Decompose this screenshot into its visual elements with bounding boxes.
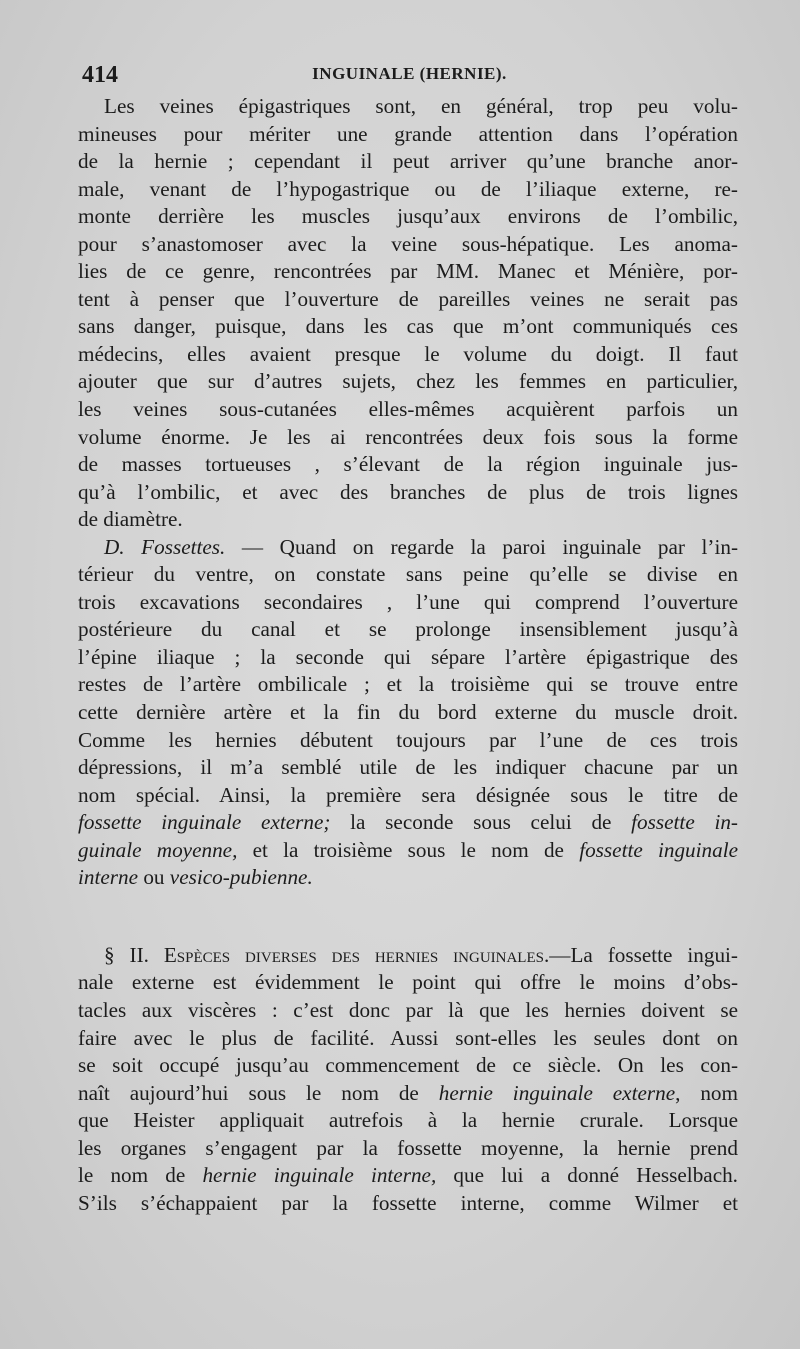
italic-term: hernie inguinale interne,: [202, 1163, 437, 1188]
text-line: térieur du ventre, on constate sans peine qu’elle se divise en: [78, 562, 738, 587]
text-line: sans danger, puisque, dans les cas que m’ont communiqués ces: [78, 314, 738, 339]
text-run: —La fossette ingui-: [549, 942, 738, 967]
paragraph-fossettes: [78, 534, 738, 892]
text-line: de masses tortueuses , s’élevant de la région inguinale jus-: [78, 452, 738, 477]
text-line: Comme les hernies débutent toujours par l’une de ces trois: [78, 727, 738, 752]
text-line: de diamètre.: [78, 507, 183, 532]
text-line: nale externe est évidemment le point qui offre le moins d’obs-: [78, 970, 738, 995]
text-line: trois excavations secondaires , l’une qui comprend l’ouverture: [78, 589, 738, 614]
text-line: les veines sous-cutanées elles-mêmes acquièrent parfois un: [78, 397, 738, 422]
text-line: pour s’anastomoser avec la veine sous-hépatique. Les anoma-: [78, 231, 738, 256]
text-line: [78, 864, 738, 892]
italic-term: fossette in-: [631, 810, 738, 835]
text-line: Les veines épigastriques sont, en général, trop peu volu-: [104, 94, 738, 118]
text-line: tent à penser que l’ouverture de pareilles veines ne serait pas: [78, 286, 738, 311]
text-line: ajouter que sur d’autres sujets, chez les femmes en particulier,: [78, 369, 738, 394]
section-gap: [78, 892, 738, 942]
text-line: faire avec le plus de facilité. Aussi sont-elles les seules dont on: [78, 1025, 738, 1050]
text-line: mineuses pour mériter une grande attention dans l’opération: [78, 121, 738, 146]
text-run: , nom: [675, 1080, 738, 1105]
text-line: cette dernière artère et la fin du bord externe du muscle droit.: [78, 700, 738, 725]
text-line: dépressions, il m’a semblé utile de les indiquer chacune par un: [78, 755, 738, 780]
text-line: l’épine iliaque ; la seconde qui sépare l’artère épigastrique des: [78, 644, 738, 669]
text-line: tacles aux viscères : c’est donc par là que les hernies doivent se: [78, 997, 738, 1022]
text-run: naît aujourd’hui sous le nom de: [78, 1080, 439, 1105]
text-line: [78, 1162, 738, 1190]
italic-term: fossette inguinale: [579, 837, 738, 862]
text-line: postérieure du canal et se prolonge insensiblement jusqu’à: [78, 617, 738, 642]
italic-term: fossette inguinale externe;: [78, 810, 331, 835]
text-line: que Heister appliquait autrefois à la hernie crurale. Lorsque: [78, 1108, 738, 1133]
text-run: le nom de: [78, 1163, 203, 1188]
section-title: Espèces diverses des hernies inguinales.: [163, 942, 550, 967]
italic-term: hernie inguinale externe: [438, 1080, 676, 1105]
text-line: monte derrière les muscles jusqu’aux environs de l’ombilic,: [78, 204, 738, 229]
page-header: [82, 62, 737, 92]
text-run: ou: [138, 865, 170, 890]
paragraph-species-of-hernias: [78, 942, 738, 1217]
italic-term: guinale moyenne,: [78, 837, 238, 862]
text-run: — Quand on regarde la paroi inguinale par l’in-: [225, 534, 739, 559]
italic-term: interne: [78, 865, 139, 890]
text-line: nom spécial. Ainsi, la première sera désignée sous le titre de: [78, 782, 738, 807]
text-run: et la troisième sous le nom de: [237, 837, 580, 862]
text-line: [78, 837, 738, 865]
subsection-heading: D. Fossettes.: [104, 534, 226, 559]
section-mark: § II.: [104, 942, 164, 967]
paragraph-epigastric-veins: [78, 93, 738, 534]
text-line: médecins, elles avaient presque le volume du doigt. Il faut: [78, 341, 738, 366]
page-number: 414: [82, 62, 118, 88]
text-line: S’ils s’échappaient par la fossette interne, comme Wilmer et: [78, 1190, 738, 1215]
text-run: la seconde sous celui de: [330, 810, 632, 835]
text-run: que lui a donné Hesselbach.: [436, 1163, 738, 1188]
text-line: les organes s’engagent par la fossette moyenne, la hernie prend: [78, 1135, 738, 1160]
text-line: [78, 942, 738, 970]
text-line: [78, 809, 738, 837]
text-line: qu’à l’ombilic, et avec des branches de plus de trois lignes: [78, 479, 738, 504]
page-body: [78, 93, 738, 1217]
text-line: volume énorme. Je les ai rencontrées deux fois sous la forme: [78, 424, 738, 449]
text-line: male, venant de l’hypogastrique ou de l’iliaque externe, re-: [78, 176, 738, 201]
text-line: de la hernie ; cependant il peut arriver qu’une branche anor-: [78, 149, 738, 174]
text-line: [78, 534, 738, 562]
italic-term: vesico-pubienne.: [169, 865, 313, 890]
running-head: INGUINALE (HERNIE).: [312, 64, 507, 83]
text-line: lies de ce genre, rencontrées par MM. Manec et Ménière, por-: [78, 259, 738, 284]
text-line: restes de l’artère ombilicale ; et la troisième qui se trouve entre: [78, 672, 738, 697]
text-line: se soit occupé jusqu’au commencement de ce siècle. On les con-: [78, 1053, 738, 1078]
text-line: [78, 1080, 738, 1108]
